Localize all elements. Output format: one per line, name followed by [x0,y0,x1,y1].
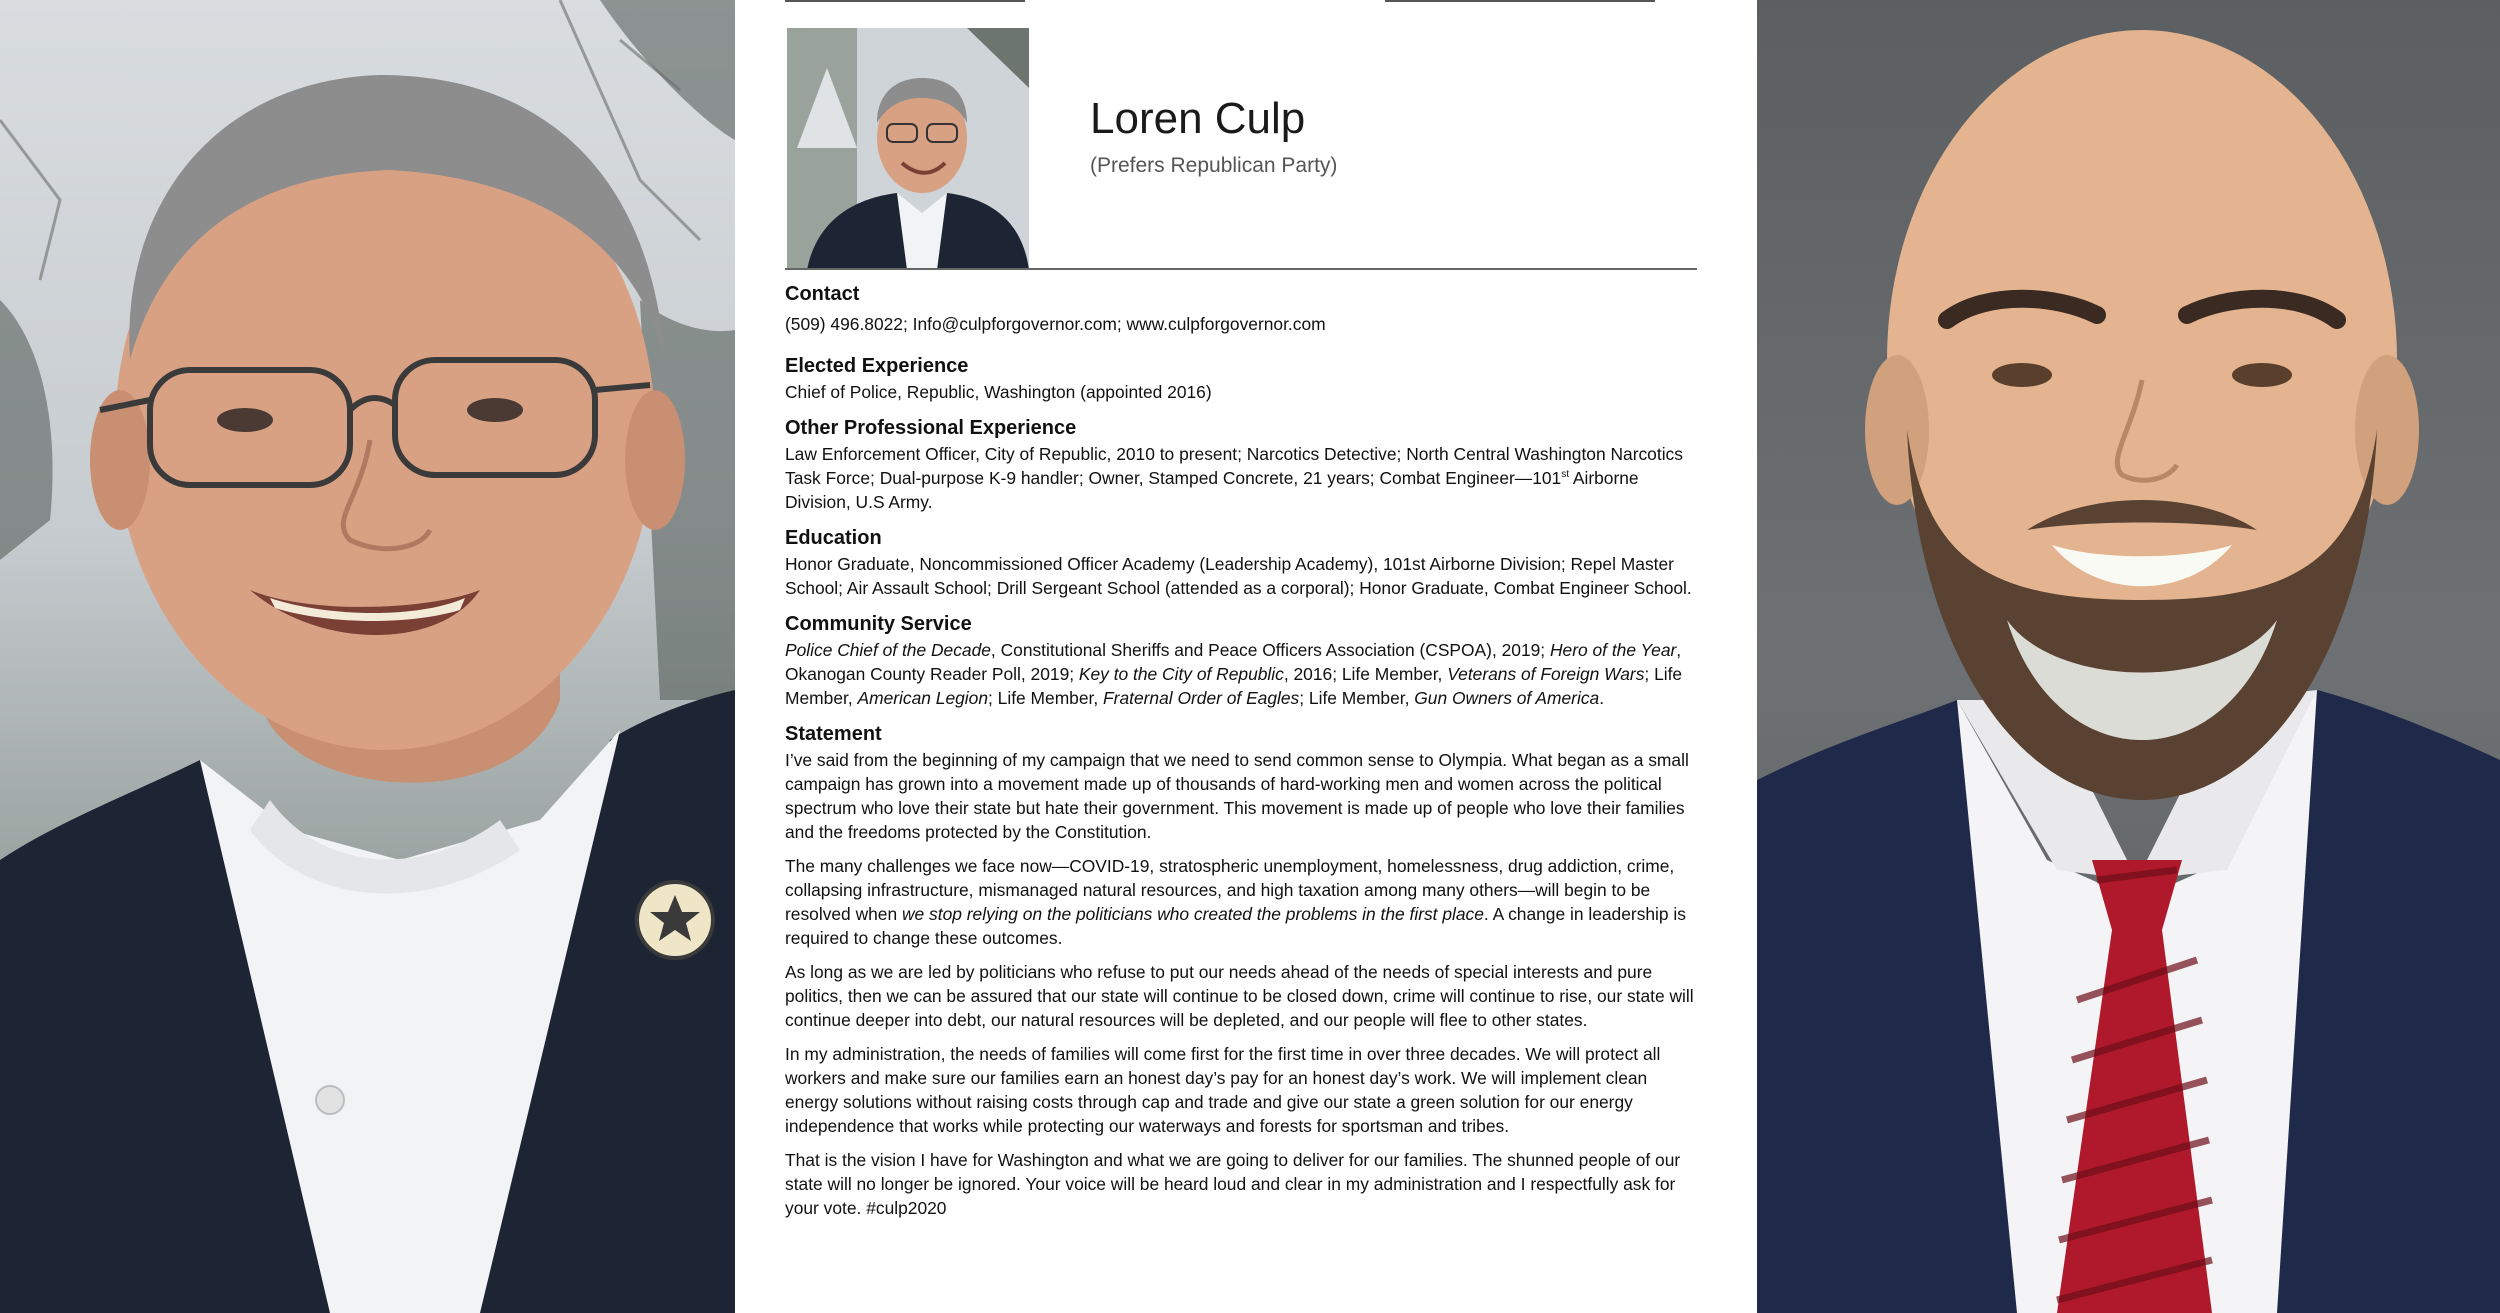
community-section [785,610,1705,710]
right-candidate-photo [1757,0,2500,1313]
statement-paragraph-5: That is the vision I have for Washington and what we are going to deliver for our families. The shunned people of our state will no longer be ignored. Your voice will be heard loud and clear in my administration and I respectfully ask for your vote. #culp2020 [785,1150,1681,1218]
statement-paragraph-3: As long as we are led by politicians who refuse to put our needs ahead of the needs of special interests and pure politics, then we can be assured that our state will continue to be closed down, crime will continue to rise, our state will continue deeper into debt, our natural resources will be depleted, and our people will flee to other states. [785,962,1694,1030]
statement-section [785,720,1705,1220]
statement-paragraph-2: The many challenges we face now—COVID-19, stratospheric unemployment, homelessness, drug addiction, crime, collapsing infrastructure, mismanaged natural resources, and high taxation among many others—will begin to be resolved when we stop relying on the politicians who created the problems in the first place. A change in leadership is required to change these outcomes. [785,856,1686,948]
candidate-statement-document [735,0,1757,1313]
education-section [785,524,1705,600]
top-divider-right [1385,0,1655,2]
left-candidate-photo [0,0,735,1313]
professional-text: Law Enforcement Officer, City of Republic, 2010 to present; Narcotics Detective; North Central Washington Narcotics Task Force; Dual-purpose K-9 handler; Owner, Stamped Concrete, 21 years; Combat Engineer—101st Airborne Division, U.S Army. [785,444,1683,512]
left-portrait-illustration [0,0,735,1313]
header-rule [785,268,1697,270]
professional-heading: Other Professional Experience [785,417,1077,439]
candidate-party: (Prefers Republican Party) [1090,154,1338,177]
statement-heading: Statement [785,723,882,745]
candidate-headshot [787,28,1029,270]
contact-heading: Contact [785,283,860,305]
community-text: Police Chief of the Decade, Constitutional Sheriffs and Peace Officers Association (CSPOA), 2019; Hero of the Year, Okanogan County Reader Poll, 2019; Key to the City of Republic, 2016; Life Member, Veterans of Foreign Wars; Life Member, American Legion; Life Member, Fraternal Order of Eagles; Life Member, Gun Owners of America. [785,640,1683,708]
statement-paragraph-4: In my administration, the needs of families will come first for the first time in over three decades. We will protect all workers and make sure our families earn an honest day’s pay for an honest day’s work. We will implement clean energy solutions without raising costs through cap and trade and give our state a green solution for our energy independence that works while protecting our waterways and forests for sportsman and tribes. [785,1044,1661,1136]
education-heading: Education [785,527,882,549]
elected-text: Chief of Police, Republic, Washington (appointed 2016) [785,382,1212,402]
right-portrait-illustration [1757,0,2500,1313]
education-text: Honor Graduate, Noncommissioned Officer Academy (Leadership Academy), 101st Airborne Division; Repel Master School; Air Assault School; Drill Sergeant School (attended as a corporal); Honor Graduate, Combat Engineer School. [785,554,1692,598]
candidate-name: Loren Culp [1090,94,1306,143]
community-heading: Community Service [785,613,972,635]
contact-section [785,280,1705,336]
top-divider-left [785,0,1025,2]
elected-section [785,352,1705,404]
elected-heading: Elected Experience [785,355,969,377]
statement-paragraph-1: I’ve said from the beginning of my campaign that we need to send common sense to Olympia. What began as a small campaign has grown into a movement made up of thousands of hard-working men and women across the political spectrum who love their state but hate their government. This movement is made up of people who love their families and the freedoms protected by the Constitution. [785,750,1689,842]
professional-section [785,414,1705,514]
contact-text: (509) 496.8022; Info@culpforgovernor.com; www.culpforgovernor.com [785,314,1326,334]
document-body [785,280,1705,1230]
